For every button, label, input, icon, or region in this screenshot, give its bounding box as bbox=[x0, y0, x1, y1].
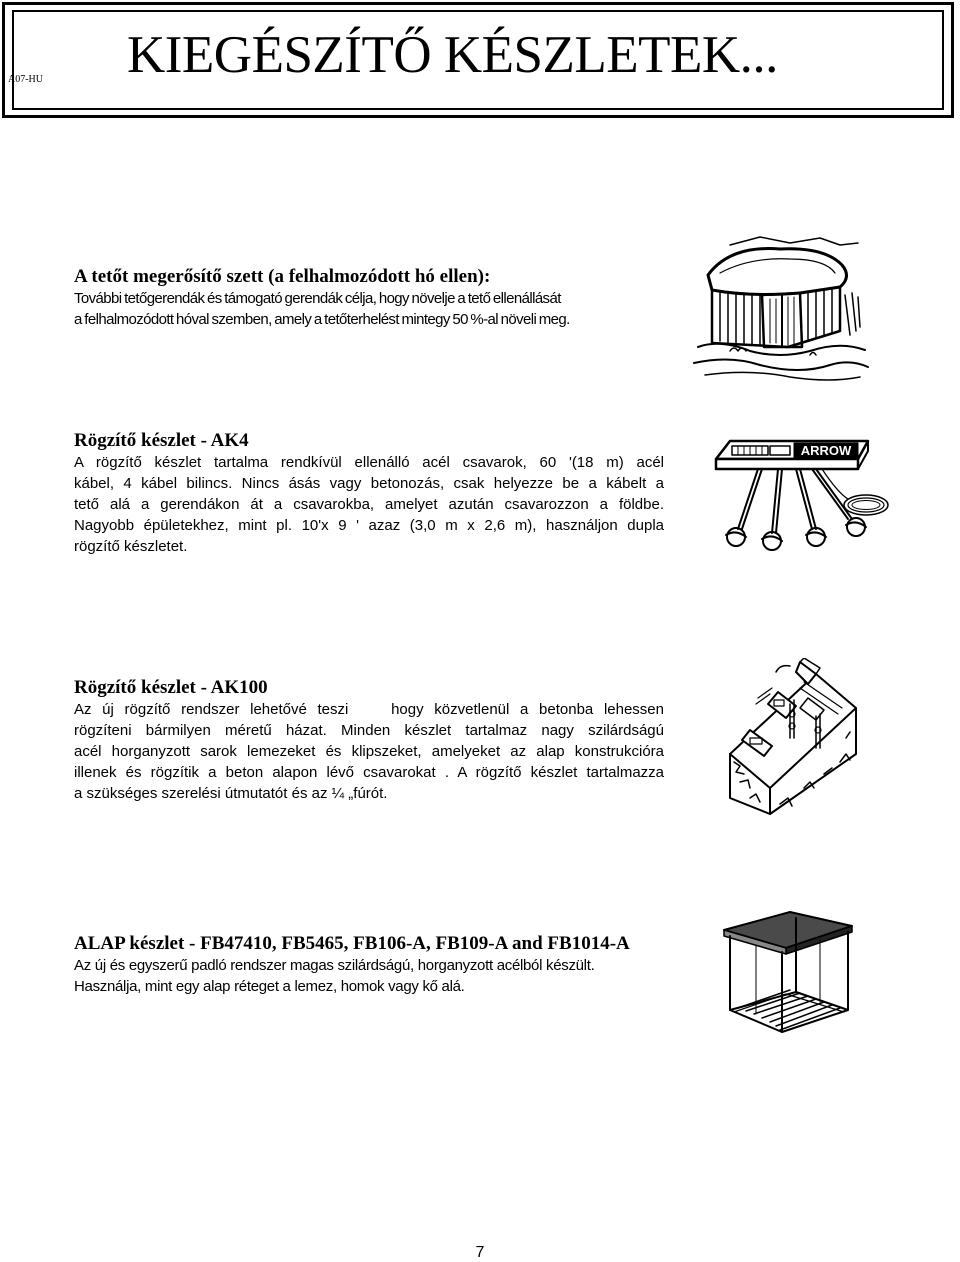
section-body bbox=[74, 452, 664, 557]
section-title: Rögzítő készlet - AK4 bbox=[74, 430, 249, 451]
body-line: Az új és egyszerű padló rendszer magas szilárdságú, horganyzott acélból készült. bbox=[74, 957, 595, 974]
body-line: illenek és rögzítik a beton alapon lévő csavarokat . A rögzítő készlet tartalmazza bbox=[74, 764, 664, 781]
body-line: rögzítő készletet. bbox=[74, 538, 188, 555]
section-title: Rögzítő készlet - AK100 bbox=[74, 677, 268, 698]
body-line: rögzíteni bármilyen méretű házat. Minden készlet tartalmaz nagy szilárdságú bbox=[74, 722, 664, 739]
body-line: tető alá a gerendákon át a csavarokba, amelyet azután csavarozzon a földbe. bbox=[74, 496, 664, 513]
document-code: A07-HU bbox=[8, 74, 43, 85]
section-roof-reinforcement bbox=[74, 266, 664, 330]
snow-covered-shed-illustration bbox=[690, 235, 870, 385]
section-body bbox=[74, 955, 674, 997]
body-line: kábel, 4 kábel bilincs. Nincs ásás vagy betonozás, csak helyezze be a kábelt a bbox=[74, 475, 664, 492]
body-line: A rögzítő készlet tartalma rendkívül ellenálló acél csavarok, 60 '(18 m) acél bbox=[74, 454, 664, 471]
floor-kit-illustration bbox=[720, 910, 860, 1036]
section-body bbox=[74, 288, 664, 330]
section-body bbox=[74, 699, 664, 804]
section-title: ALAP készlet - FB47410, FB5465, FB106-A, FB109-A and FB1014-A bbox=[74, 933, 630, 954]
anchor-kit-illustration bbox=[708, 433, 894, 557]
body-line: További tetőgerendák és támogató gerendák célja, hogy növelje a tető ellenállását bbox=[74, 290, 561, 307]
page-number: 7 bbox=[475, 1244, 485, 1261]
concrete-anchor-illustration bbox=[720, 658, 870, 816]
section-anchor-kit-ak4 bbox=[74, 430, 664, 557]
body-line: Az új rögzítő rendszer lehetővé teszi hogy közvetlenül a betonba lehessen bbox=[74, 701, 664, 718]
section-anchor-kit-ak100 bbox=[74, 677, 664, 804]
section-floor-kit bbox=[74, 933, 674, 997]
section-title: A tetőt megerősítő szett (a felhalmozódott hó ellen): bbox=[74, 266, 491, 287]
body-line: Nagyobb épületekhez, mint pl. 10'x 9 ' azaz (3,0 m x 2,6 m), használjon dupla bbox=[74, 517, 664, 534]
body-line: a szükséges szerelési útmutatót és az ¼ „fúrót. bbox=[74, 785, 388, 802]
kit-brand-label: ARROW bbox=[800, 443, 852, 458]
body-line: Használja, mint egy alap réteget a lemez, homok vagy kő alá. bbox=[74, 978, 465, 995]
body-line: acél horganyzott sarok lemezeket és klipszeket, amelyeket az alap konstrukcióra bbox=[74, 743, 664, 760]
page-title: KIEGÉSZÍTŐ KÉSZLETEK... bbox=[127, 26, 778, 84]
body-line: a felhalmozódott hóval szemben, amely a tetőterhelést mintegy 50 %-al növeli meg. bbox=[74, 311, 570, 328]
